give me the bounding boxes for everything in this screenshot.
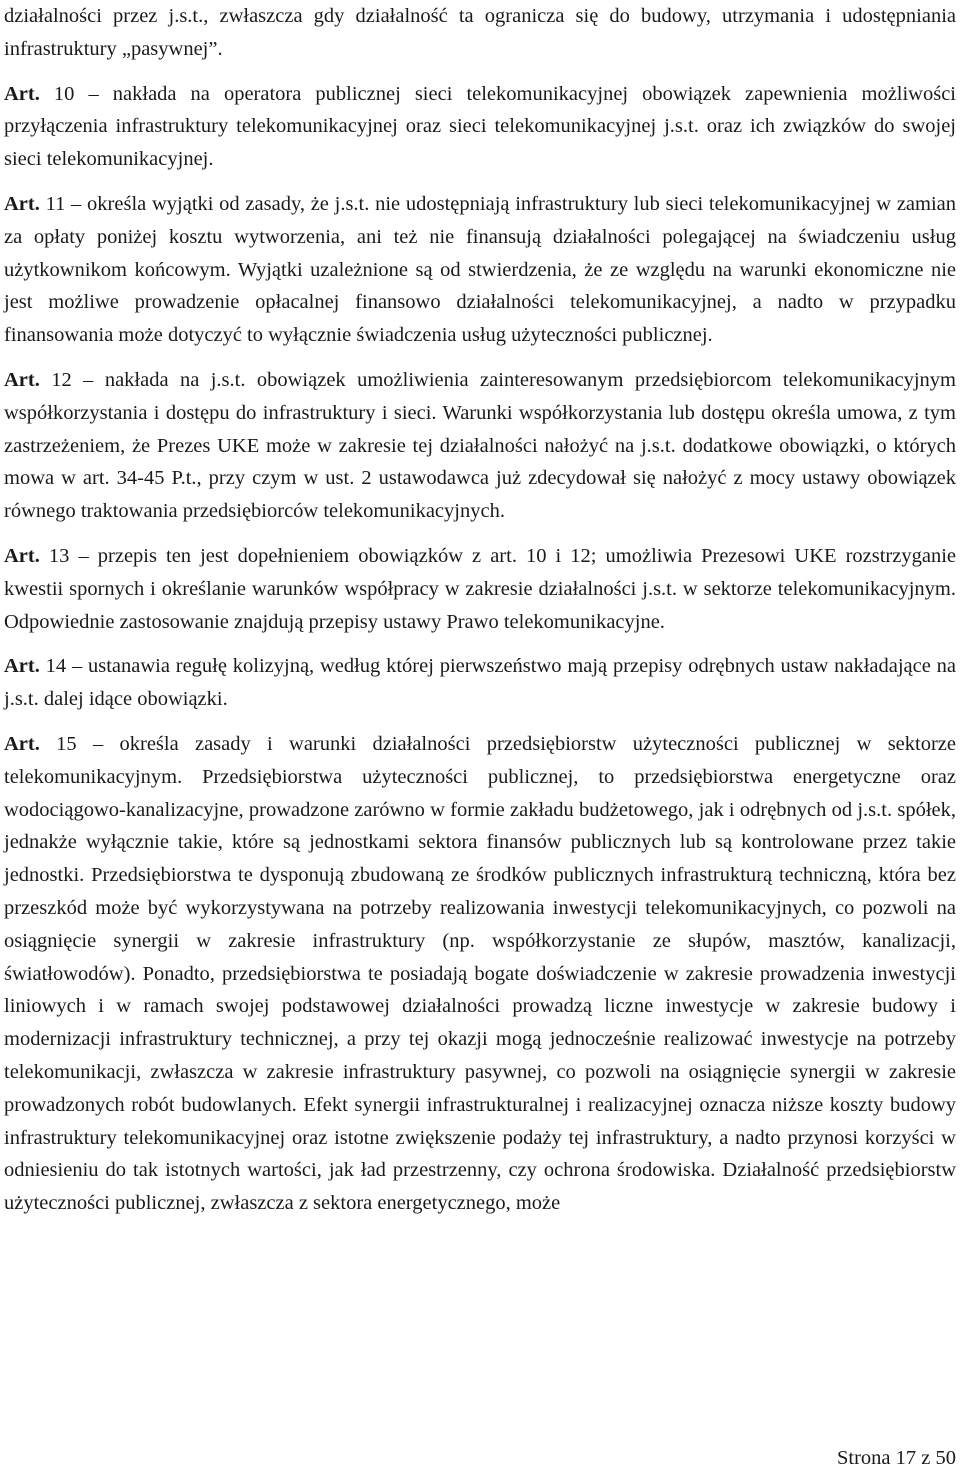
article-10-paragraph — [4, 78, 956, 176]
article-text: 13 – przepis ten jest dopełnieniem obowiązków z art. 10 i 12; umożliwia Prezesowi UKE rozstrzyganie kwestii spornych i określanie warunków współpracy w zakresie działalności j.s.t. w sektorze telekomunikacyjnym. Odpowiednie zastosowanie znajdują przepisy ustawy Prawo telekomunikacyjne. — [4, 544, 957, 633]
article-label: Art. — [4, 82, 40, 105]
article-text: 14 – ustanawia regułę kolizyjną, według której pierwszeństwo mają przepisy odrębnych ustaw nakładające na j.s.t. dalej idące obowiązki. — [4, 655, 956, 711]
article-14-paragraph — [4, 650, 956, 716]
article-label: Art. — [4, 655, 40, 678]
article-text: 11 – określa wyjątki od zasady, że j.s.t. nie udostępniają infrastruktury lub sieci telekomunikacyjnej w zamian za opłaty poniżej kosztu wytworzenia, ani też nie finansują działalności polegającej na świadczeniu usług użytkownikom końcowym. Wyjątki uzależnione są od stwierdzenia, że ze względu na warunki ekonomiczne nie jest możliwe prowadzenie opłacalnej finansowo działalności telekomunikacyjnej, a nadto w przypadku finansowania może dotyczyć to wyłącznie świadczenia usług użyteczności publicznej. — [4, 192, 957, 347]
article-text: 10 – nakłada na operatora publicznej sieci telekomunikacyjnej obowiązek zapewnienia możliwości przyłączenia infrastruktury telekomunikacyjnej oraz sieci telekomunikacyjnej j.s.t. oraz ich związków do swojej sieci telekomunikacyjnej. — [4, 82, 957, 171]
article-13-paragraph — [4, 540, 956, 638]
document-page — [4, 0, 956, 1220]
article-label: Art. — [4, 368, 40, 391]
intro-paragraph: działalności przez j.s.t., zwłaszcza gdy działalność ta ogranicza się do budowy, utrzymania i udostępniania infrastruktury „pasywnej”. — [4, 5, 956, 60]
article-text: 15 – określa zasady i warunki działalności przedsiębiorstw użyteczności publicznej w sektorze telekomunikacyjnym. Przedsiębiorstwa użyteczności publicznej, to przedsiębiorstwa energetyczne oraz wodociągowo-kanalizacyjne, prowadzone zarówno w formie zakładu budżetowego, jak i odrębnych od j.s.t. spółek, jednakże wyłącznie takie, które są jednostkami sektora finansów publicznych lub są kontrolowane przez takie jednostki. Przedsiębiorstwa te dysponują zbudowaną ze środków publicznych infrastrukturą techniczną, która bez przeszkód może być wykorzystywana na potrzeby realizowania inwestycji telekomunikacyjnych, co pozwoli na osiągnięcie synergii w zakresie infrastruktury (np. współkorzystanie ze słupów, masztów, kanalizacji, światłowodów). Ponadto, przedsiębiorstwa te posiadają bogate doświadczenie w zakresie prowadzenia inwestycji liniowych i w ramach swojej podstawowej działalności prowadzą liczne inwestycje w zakresie budowy i modernizacji infrastruktury technicznej, a przy tej okazji mogą jednocześnie realizować inwestycje na potrzeby telekomunikacji, zwłaszcza w zakresie infrastruktury pasywnej, co pozwoli na osiągnięcie synergii w zakresie prowadzonych robót budowlanych. Efekt synergii infrastrukturalnej i realizacyjnej oznacza niższe koszty budowy infrastruktury telekomunikacyjnej oraz istotne zwiększenie podaży tej infrastruktury, a nadto przynosi korzyści w odniesieniu do tak istotnych wartości, jak ład przestrzenny, czy ochrona środowiska. Działalność przedsiębiorstw użyteczności publicznej, zwłaszcza z sektora energetycznego, może — [4, 732, 956, 1215]
article-15-paragraph — [4, 728, 956, 1220]
article-label: Art. — [4, 192, 40, 215]
article-11-paragraph — [4, 188, 956, 352]
article-label: Art. — [4, 732, 40, 755]
article-label: Art. — [4, 544, 40, 567]
page-number: Strona 17 z 50 — [837, 1447, 956, 1469]
article-12-paragraph — [4, 364, 956, 528]
article-text: 12 – nakłada na j.s.t. obowiązek umożliwienia zainteresowanym przedsiębiorcom telekomunikacyjnym współkorzystania i dostępu do infrastruktury i sieci. Warunki współkorzystania lub dostępu określa umowa, z tym zastrzeżeniem, że Prezes UKE może w zakresie tej działalności nałożyć na j.s.t. dodatkowe obowiązki, o których mowa w art. 34-45 P.t., przy czym w ust. 2 ustawodawca już zdecydował się nałożyć z mocy ustawy obowiązek równego traktowania przedsiębiorców telekomunikacyjnych. — [4, 368, 956, 523]
